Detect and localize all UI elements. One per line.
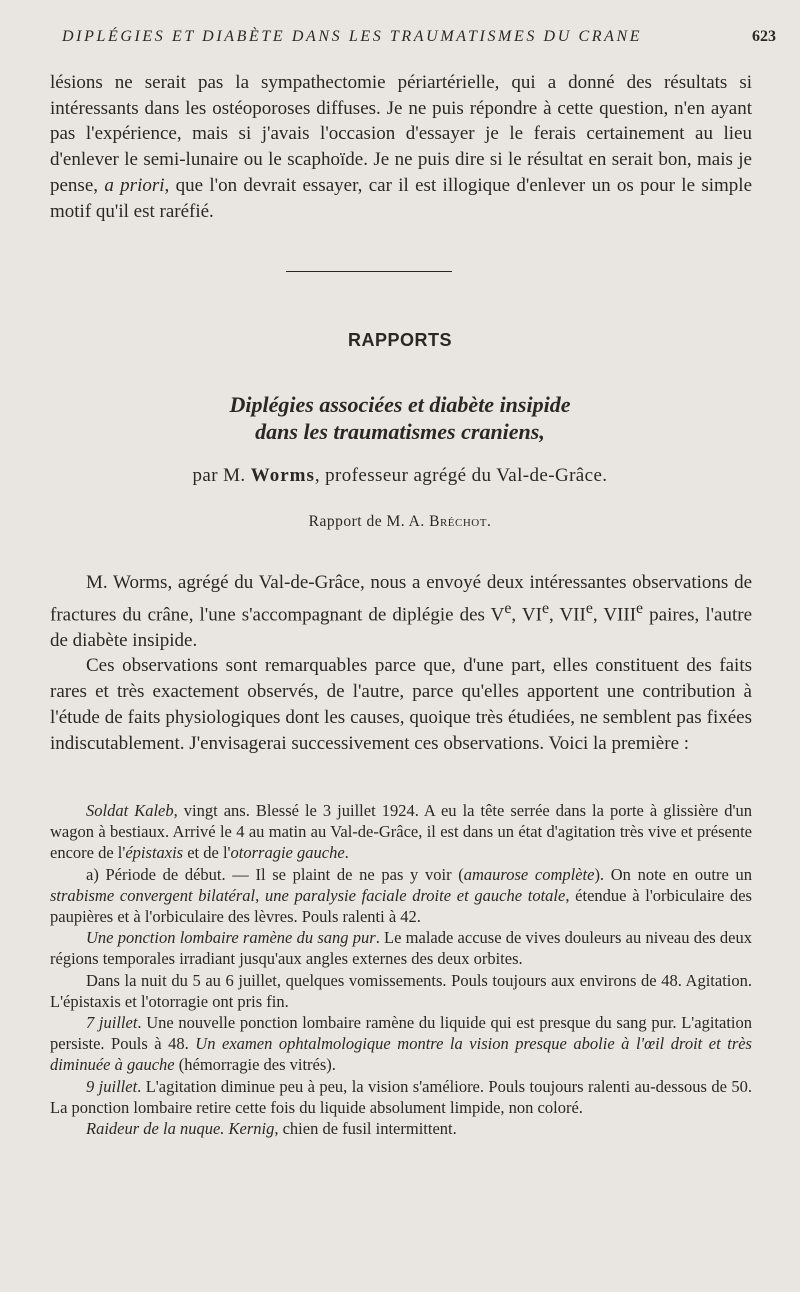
observation-paragraph-5: 7 juillet. Une nouvelle ponction lombaire ramène du liquide qui est presque du sang pur. L'agitation persiste. Pouls à 48. Un examen ophtalmologique montre la vision presque abolie à l'œil droit et très diminuée à gauche (hémorragie des vitrés). (50, 1013, 752, 1075)
article-byline: par M. Worms, professeur agrégé du Val-de-Grâce. (192, 465, 608, 486)
running-header (62, 28, 776, 46)
running-title: DIPLÉGIES ET DIABÈTE DANS LES TRAUMATISMES DU CRANE (62, 28, 643, 45)
body-paragraph-2: Ces observations sont remarquables parce que, d'une part, elles constituent des faits rares et très exactement observés, de l'autre, parce qu'elles apportent une contribution à l'étude de faits physiologiques dont les causes, quoique très étudiées, ne semblent pas fixées indiscutablement. J'envisagerai successivement ces observations. Voici la première : (50, 655, 752, 754)
observation-paragraph-4: Dans la nuit du 5 au 6 juillet, quelques vomissements. Pouls toujours aux environs de 48. Agitation. L'épistaxis et l'otorragie ont pris fin. (50, 970, 752, 1011)
observation-paragraph-2: a) Période de début. — Il se plaint de ne pas y voir (amaurose complète). On note en outre un strabisme convergent bilatéral, une paralysie faciale droite et gauche totale, étendue à l'orbiculaire des paupières et à l'orbiculaire des lèvres. Pouls ralenti à 42. (50, 864, 752, 927)
observation-paragraph-6: 9 juillet. L'agitation diminue peu à peu, la vision s'améliore. Pouls toujours ralenti au-dessous de 50. La ponction lombaire retire cette fois du liquide absolument limpide, non coloré. (50, 1076, 752, 1117)
section-title: RAPPORTS (347, 330, 452, 350)
intro-paragraph-block (50, 70, 752, 224)
report-attribution: Rapport de M. A. Bréchot. (308, 513, 492, 530)
body-paragraph-1: M. Worms, agrégé du Val-de-Grâce, nous a envoyé deux intéressantes observations de fractures du crâne, l'une s'accompagnant de diplégie des Ve, VIe, VIIe, VIIIe paires, l'autre de diabète insipide. (50, 572, 752, 651)
author-name: Worms (250, 465, 315, 486)
observation-paragraph-3: Une ponction lombaire ramène du sang pur. Le malade accuse de vives douleurs au niveau des deux régions temporales irradiant jusqu'aux angles externes des deux orbites. (50, 928, 753, 969)
observation-paragraph-1: Soldat Kaleb, vingt ans. Blessé le 3 juillet 1924. A eu la tête serrée dans la porte à glissière d'un wagon à bestiaux. Arrivé le 4 au matin au Val-de-Grâce, il est dans un état d'agitation très vive et présente encore de l'épistaxis et de l'otorragie gauche. (50, 801, 752, 863)
section-divider (286, 271, 452, 272)
article-title: Diplégies associées et diabète insipide dans les traumatismes craniens, (229, 392, 571, 444)
reporter-name: Bréchot (429, 513, 487, 530)
body-text (50, 570, 752, 756)
intro-paragraph: lésions ne serait pas la sympathectomie périartérielle, qui a donné des résultats si intéressants dans les ostéoporoses diffuses. Je ne puis répondre à cette question, n'en ayant pas l'expérience, mais si j'avais l'occasion d'essayer je le ferais certainement au lieu d'enlever le semi-lunaire ou le scaphoïde. Je ne puis dire si le résultat en serait bon, mais je pense, a priori, que l'on devrait essayer, car il est illogique d'enlever un os pour le simple motif qu'il est raréfié. (50, 72, 752, 222)
page-number: 623 (752, 28, 776, 45)
observation-paragraph-7: Raideur de la nuque. Kernig, chien de fusil intermittent. (86, 1119, 457, 1139)
observation-text (50, 800, 752, 1139)
